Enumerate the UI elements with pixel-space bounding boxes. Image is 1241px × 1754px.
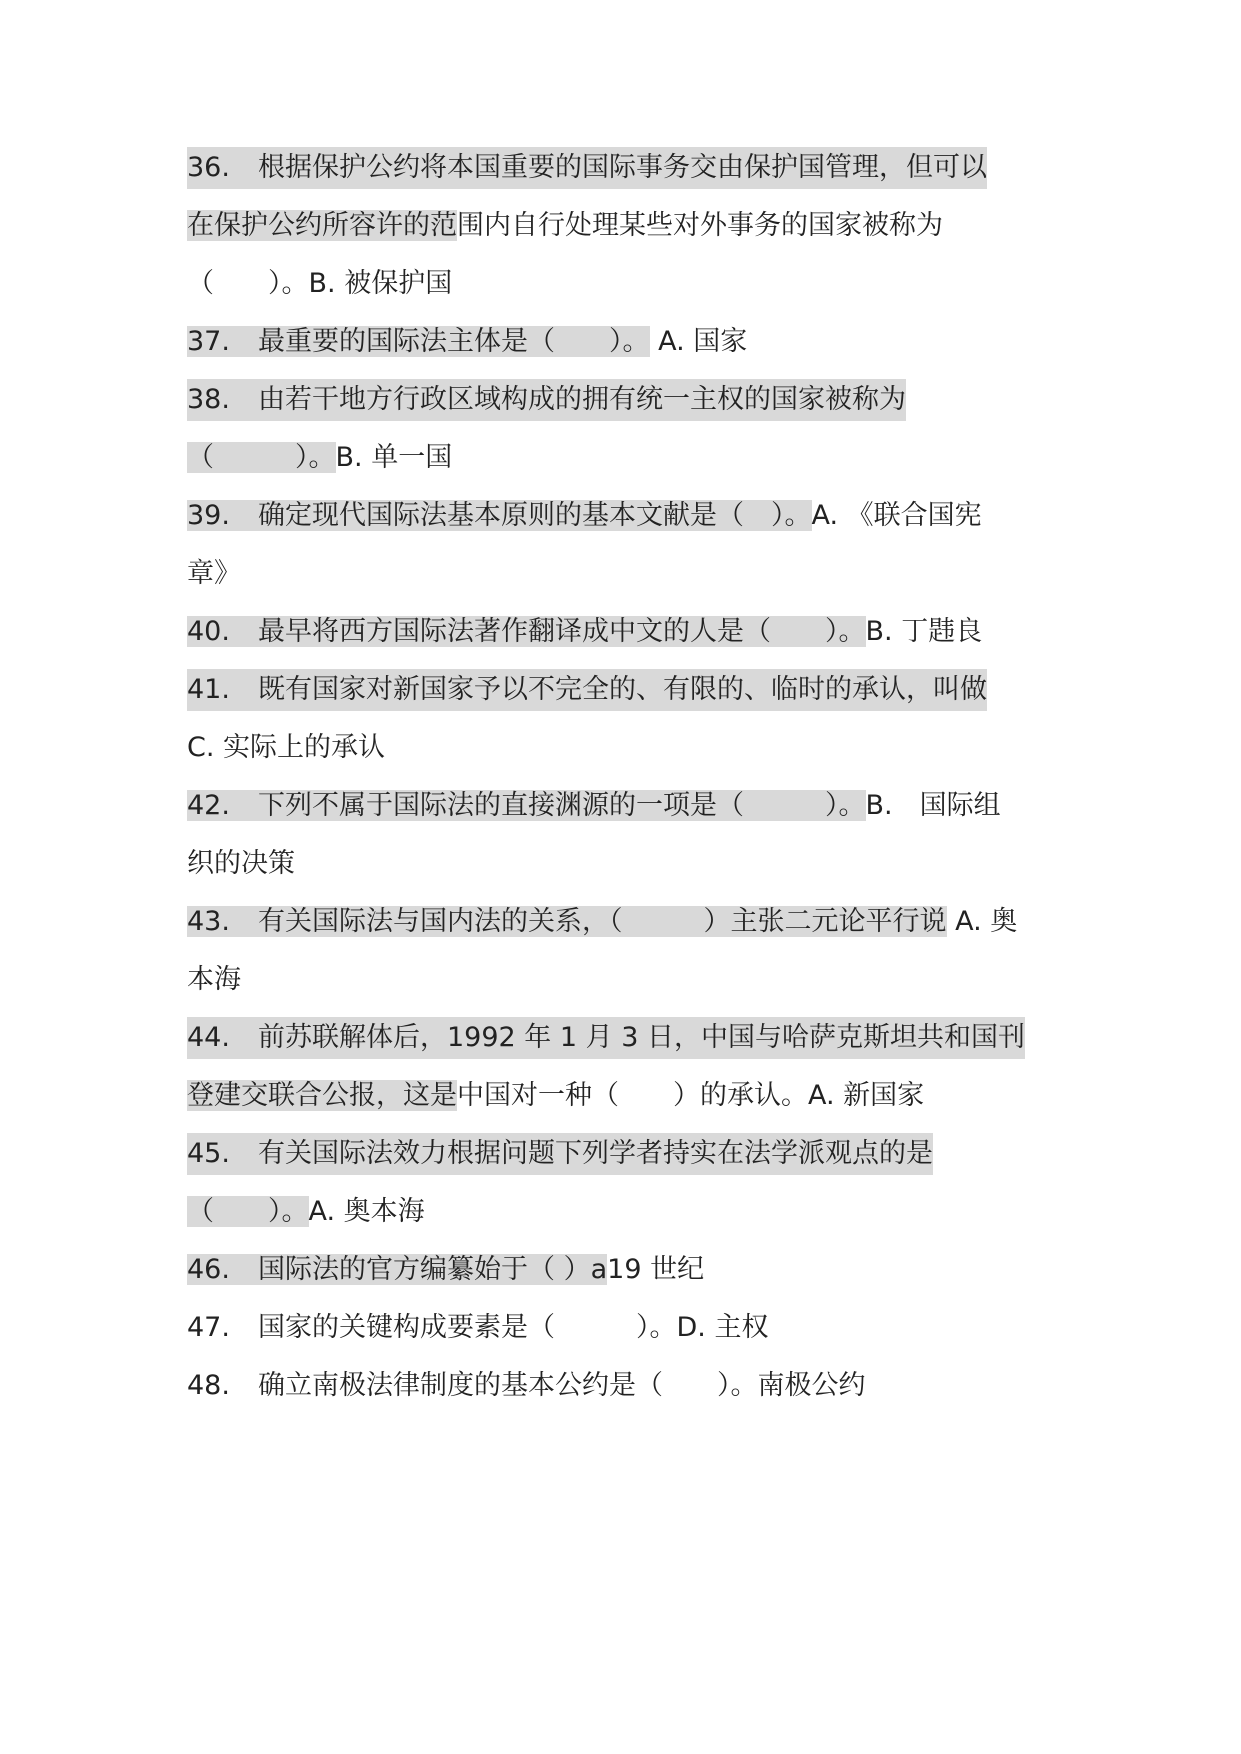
question-number: 38.: [187, 384, 230, 415]
answer-text: B. 丁韪良: [865, 616, 983, 647]
question-text: 国际法的官方编纂始于（ ）a: [258, 1254, 608, 1285]
question-text: 既有国家对新国家予以不完全的、有限的、临时的承认，叫做: [258, 674, 987, 705]
answer-text: 织的决策: [187, 848, 295, 879]
answer-text: A. 奥: [946, 906, 1018, 937]
question-number: 46.: [187, 1254, 230, 1285]
question-45-line-1: [187, 1133, 933, 1175]
question-number: 42.: [187, 790, 230, 821]
question-text: 最早将西方国际法著作翻译成中文的人是（ ）。: [258, 616, 866, 647]
question-42-answer-cont: [187, 843, 295, 885]
question-number: 47.: [187, 1312, 230, 1343]
question-text: 根据保护公约将本国重要的国际事务交由保护国管理，但可以: [258, 152, 987, 183]
answer-text: A. 《联合国宪: [811, 500, 982, 531]
answer-text: A. 国家: [649, 326, 748, 357]
answer-text: 本海: [187, 964, 241, 995]
question-36-line-3: [187, 263, 452, 305]
answer-text: D. 主权: [676, 1312, 769, 1343]
question-38-line-1: [187, 379, 906, 421]
question-text: 登建交联合公报，这是: [187, 1080, 457, 1111]
question-45-line-2: [187, 1191, 425, 1233]
question-text: 由若干地方行政区域构成的拥有统一主权的国家被称为: [258, 384, 906, 415]
question-number: 41.: [187, 674, 230, 705]
question-text: 确立南极法律制度的基本公约是（ ）。: [258, 1370, 758, 1401]
question-39-answer-cont: [187, 553, 241, 595]
question-44-line-1: [187, 1017, 1025, 1059]
question-43-answer-cont: [187, 959, 241, 1001]
answer-text: 章》: [187, 558, 241, 589]
question-text: （ ）。: [187, 1196, 309, 1227]
question-number: 36.: [187, 152, 230, 183]
question-37: [187, 321, 747, 363]
question-number: 48.: [187, 1370, 230, 1401]
question-number: 40.: [187, 616, 230, 647]
answer-text: （ ）。B. 被保护国: [187, 268, 453, 299]
question-46: [187, 1249, 704, 1291]
question-text: （ ）。: [187, 442, 336, 473]
question-48: [187, 1365, 866, 1407]
answer-text: 南极公约: [757, 1370, 866, 1401]
question-number: 45.: [187, 1138, 230, 1169]
question-text: 下列不属于国际法的直接渊源的一项是（ ）。: [258, 790, 866, 821]
answer-text: A. 奥本海: [308, 1196, 425, 1227]
question-number: 44.: [187, 1022, 230, 1053]
question-41-answer: [187, 727, 385, 769]
question-47: [187, 1307, 768, 1349]
question-number: 39.: [187, 500, 230, 531]
answer-text: B. 国际组: [865, 790, 1001, 821]
question-41: [187, 669, 987, 711]
question-36-line-2: [187, 205, 943, 247]
answer-text: 19 世纪: [607, 1254, 705, 1285]
answer-text: C. 实际上的承认: [187, 732, 386, 763]
question-42: [187, 785, 1001, 827]
question-38-line-2: [187, 437, 452, 479]
question-39: [187, 495, 982, 537]
question-text: 有关国际法效力根据问题下列学者持实在法学派观点的是: [258, 1138, 933, 1169]
question-text: 中国对一种（ ）的承认。A. 新国家: [457, 1080, 925, 1111]
question-text: 最重要的国际法主体是（ ）。: [258, 326, 650, 357]
question-text: 有关国际法与国内法的关系，（ ）主张二元论平行说: [258, 906, 947, 937]
answer-text: B. 单一国: [335, 442, 453, 473]
question-text: 在保护公约所容许的范: [187, 210, 457, 241]
question-43: [187, 901, 1017, 943]
question-number: 43.: [187, 906, 230, 937]
question-number: 37.: [187, 326, 230, 357]
question-text: 前苏联解体后，1992 年 1 月 3 日，中国与哈萨克斯坦共和国刊: [258, 1022, 1025, 1053]
question-text: 国家的关键构成要素是（ ）。: [258, 1312, 677, 1343]
question-text: 确定现代国际法基本原则的基本文献是（ ）。: [258, 500, 812, 531]
question-44-line-2: [187, 1075, 924, 1117]
question-40: [187, 611, 982, 653]
question-36-line-1: [187, 147, 987, 189]
question-text: 围内自行处理某些对外事务的国家被称为: [457, 210, 943, 241]
